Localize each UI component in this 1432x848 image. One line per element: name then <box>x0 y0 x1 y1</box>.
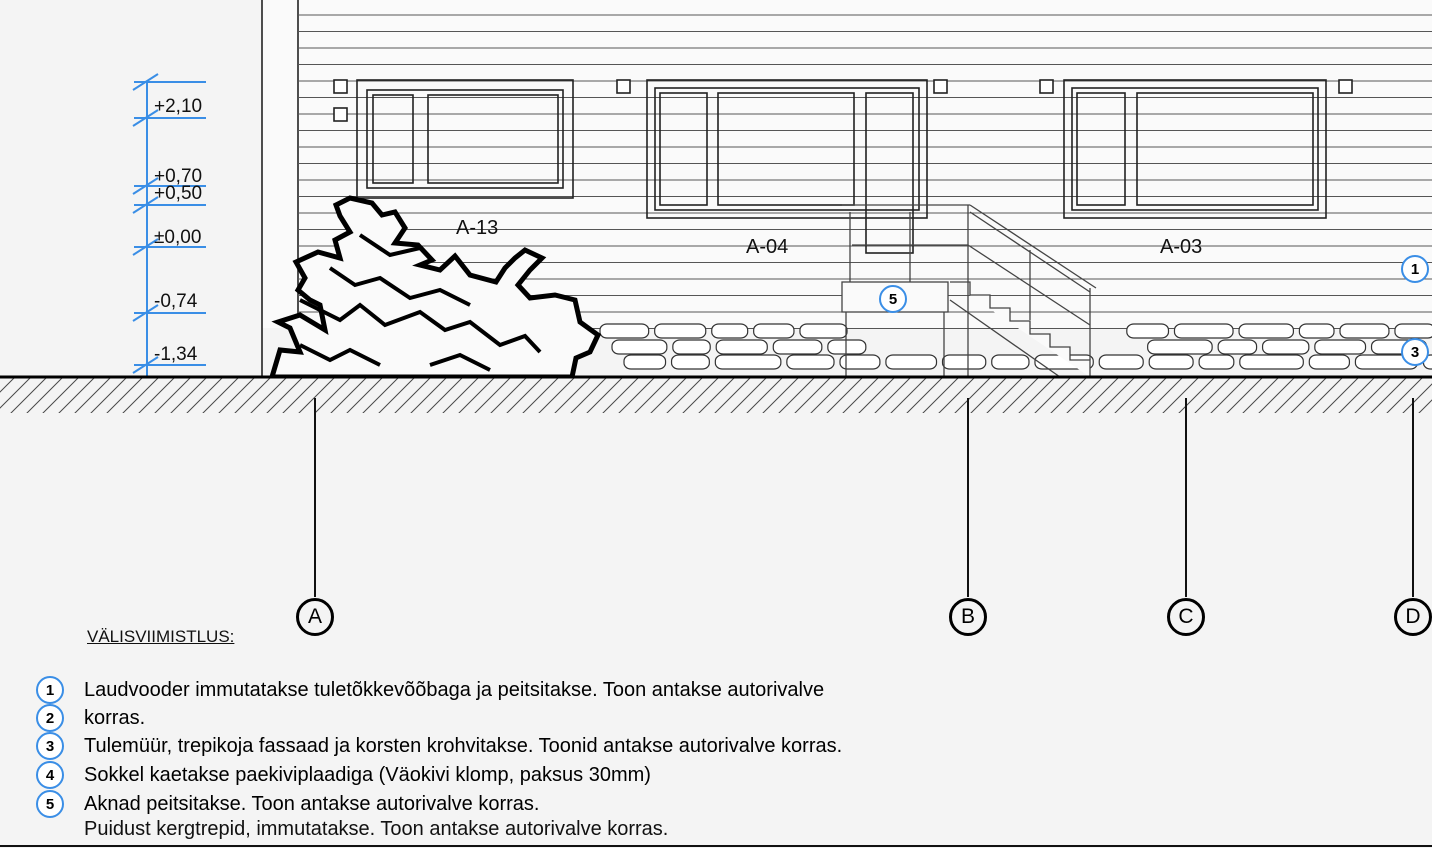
stone <box>655 324 706 338</box>
stone <box>600 324 649 338</box>
legend-number: 2 <box>36 704 64 732</box>
legend-title: VÄLISVIIMISTLUS: <box>87 627 235 646</box>
legend-number: 4 <box>36 761 64 789</box>
window-label: A-03 <box>1160 236 1203 258</box>
legend-item <box>36 732 842 760</box>
stone <box>1148 340 1212 354</box>
stone <box>1340 324 1389 338</box>
stone <box>715 355 781 369</box>
level-label: -0,74 <box>154 291 198 312</box>
axis-bubble: A <box>296 598 334 636</box>
callout-tag: 1 <box>1401 255 1429 283</box>
stone <box>612 340 667 354</box>
stone <box>1263 340 1309 354</box>
stone <box>1099 355 1143 369</box>
stone <box>672 355 710 369</box>
legend-item <box>36 790 539 818</box>
stone <box>787 355 834 369</box>
stone <box>1309 355 1349 369</box>
legend-text: Sokkel kaetakse paekiviplaadiga (Väokivi klomp, paksus 30mm) <box>84 763 651 786</box>
level-label: -1,34 <box>154 344 198 365</box>
axis-bubble: C <box>1167 598 1205 636</box>
axis-bubble: D <box>1394 598 1432 636</box>
stone <box>800 324 847 338</box>
axis-bubble: B <box>949 598 987 636</box>
stone <box>1218 340 1256 354</box>
stone <box>1239 324 1293 338</box>
legend-text: Laudvooder immutatakse tuletõkkevõõbaga ja peitsitakse. Toon antakse autorivalve <box>84 678 825 701</box>
stone <box>773 340 822 354</box>
stone <box>712 324 748 338</box>
stone <box>1395 324 1432 338</box>
legend-item <box>36 761 651 789</box>
stone <box>754 324 794 338</box>
level-label: ±0,00 <box>154 227 202 248</box>
stone <box>673 340 710 354</box>
stone <box>828 340 866 354</box>
legend-item <box>36 704 145 732</box>
stone <box>1299 324 1334 338</box>
legend-text: Tulemüür, trepikoja fassaad ja korsten krohvitakse. Toonid antakse autorivalve korras. <box>84 734 843 757</box>
stone <box>992 355 1029 369</box>
callout-tag: 5 <box>879 285 907 313</box>
axis-lines <box>315 398 1413 597</box>
window-label: A-04 <box>746 236 789 258</box>
level-label: +0,50 <box>154 183 203 204</box>
window-label: A-13 <box>456 217 499 239</box>
legend-text: korras. <box>84 706 146 729</box>
stone <box>1199 355 1234 369</box>
level-label: +2,10 <box>154 96 203 117</box>
level-scale <box>133 74 206 377</box>
stone <box>1127 324 1169 338</box>
legend-extra-line: Puidust kergtrepid, immutatakse. Toon antakse autorivalve korras. <box>84 818 669 840</box>
stone <box>624 355 666 369</box>
legend-item <box>36 676 824 704</box>
legend-number: 3 <box>36 732 64 760</box>
stone <box>943 355 986 369</box>
stone <box>1240 355 1303 369</box>
stone <box>1315 340 1366 354</box>
stone <box>1149 355 1193 369</box>
stone <box>716 340 767 354</box>
level-label: +0,70 <box>154 166 203 187</box>
legend-number: 1 <box>36 676 64 704</box>
stone <box>1174 324 1233 338</box>
callout-tag: 3 <box>1401 338 1429 366</box>
legend-text: Aknad peitsitakse. Toon antakse autorivalve korras. <box>84 792 540 815</box>
stone <box>886 355 937 369</box>
legend-number: 5 <box>36 790 64 818</box>
ground-section <box>0 377 1432 413</box>
